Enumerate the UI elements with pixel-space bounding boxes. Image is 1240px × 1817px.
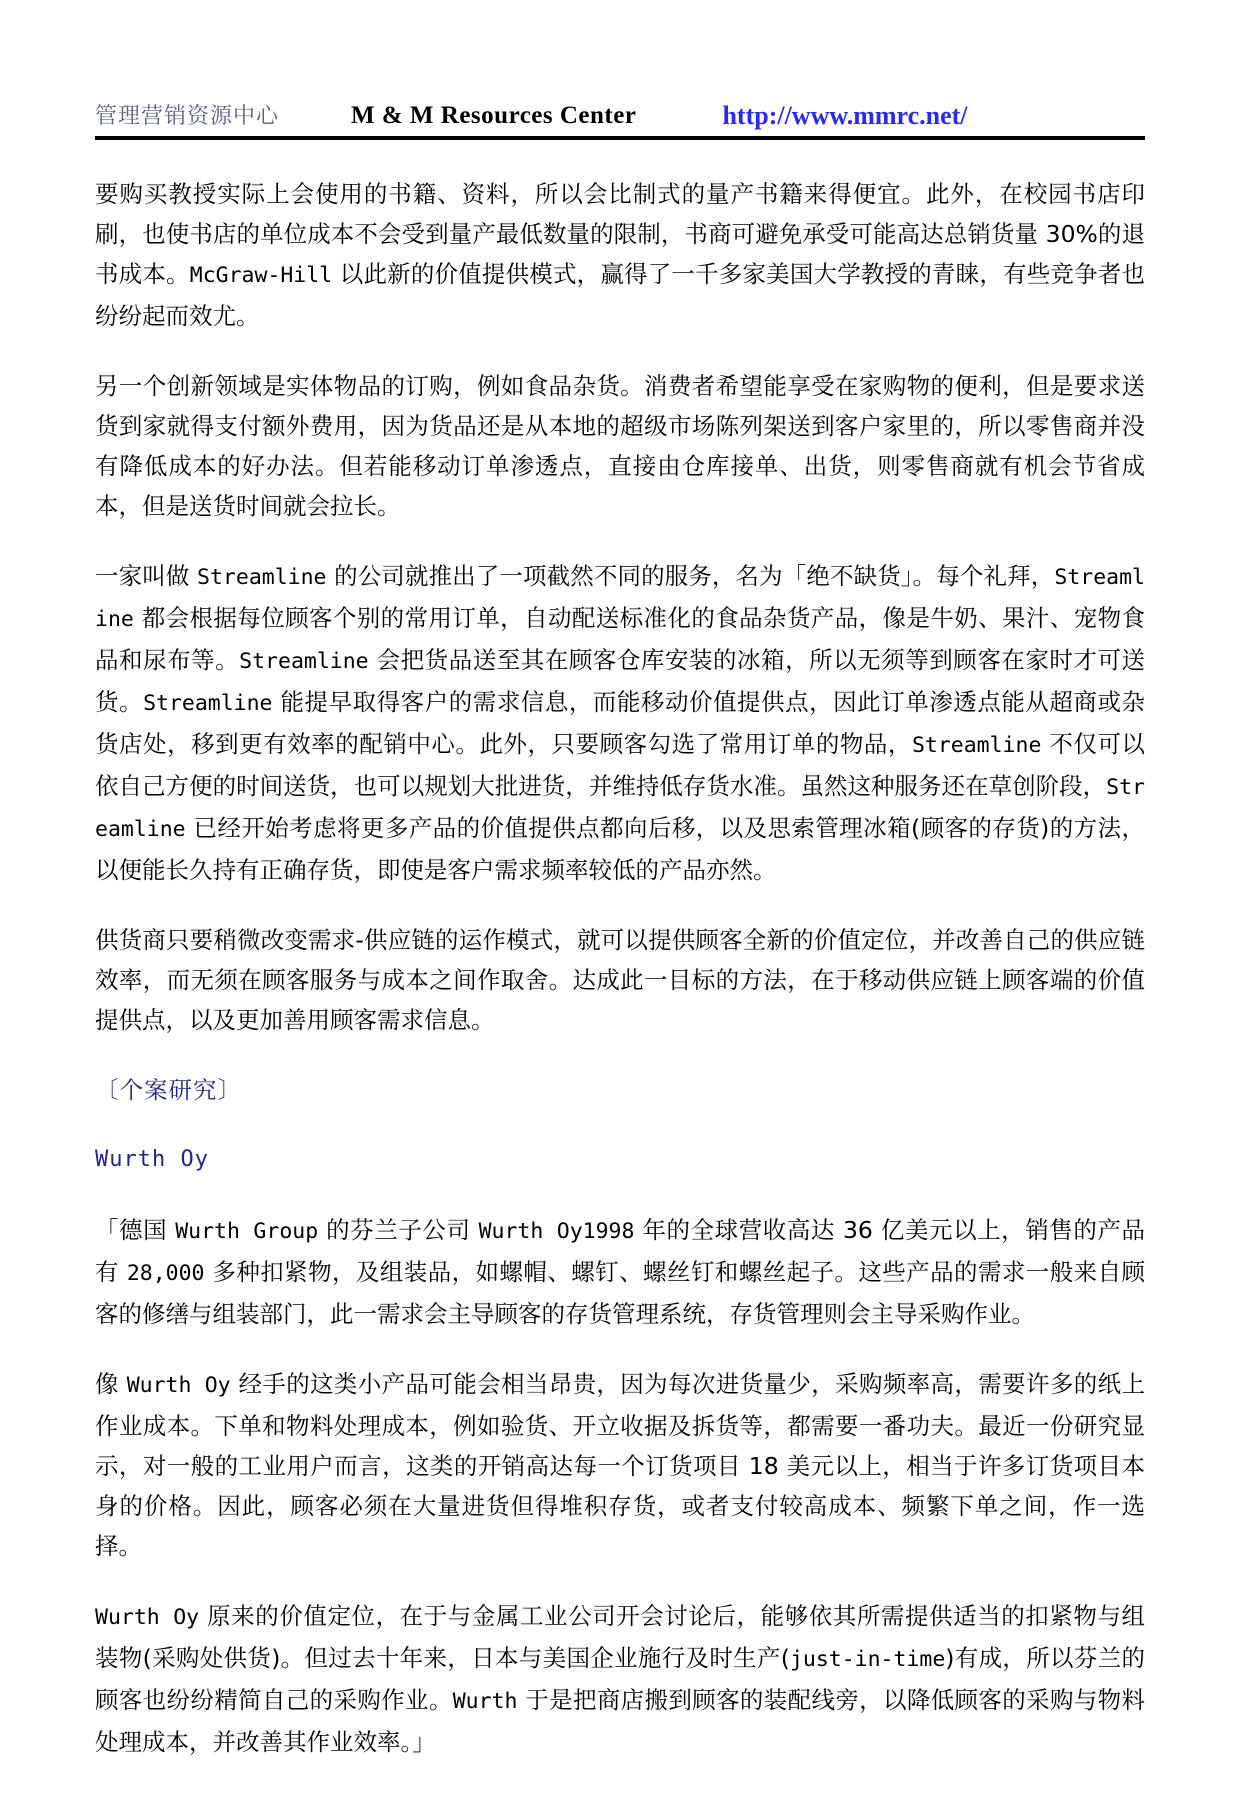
paragraph-wurth-cost <box>95 1364 1145 1566</box>
header-english-title: M & M Resources Center <box>351 102 637 129</box>
latin-run: Streamline <box>239 649 369 674</box>
paragraph-wurth-value <box>95 1596 1145 1762</box>
case-study-heading: 〔个案研究〕 <box>95 1076 242 1104</box>
cjk-run: 会把货品送至其在顾客仓库安装的冰箱，所以无须等到顾客在家时才可送货。 <box>95 646 1145 716</box>
paragraph-grocery <box>95 366 1145 526</box>
cjk-run: 多种扣紧物，及组装品，如螺帽、螺钉、螺丝钉和螺丝起子。这些产品的需求一般来自顾客的修缮与组装部门，此一需求会主导顾客的存货管理系统，存货管理则会主导采购作业。 <box>95 1258 1145 1328</box>
cjk-run: 都会根据每位顾客个别的常用订单，自动配送标准化的食品杂货产品，像是牛奶、果汁、宠物食品和尿布等。 <box>95 604 1145 674</box>
cjk-run: 供货商只要稍微改变需求-供应链的运作模式，就可以提供顾客全新的价值定位，并改善自己的供应链效率，而无须在顾客服务与成本之间作取舍。达成此一目标的方法，在于移动供应链上顾客端的价值提供点，以及更加善用顾客需求信息。 <box>95 926 1145 1034</box>
cjk-run: 一家叫做 <box>95 562 198 590</box>
cjk-run: 「德国 <box>95 1216 176 1244</box>
paragraph-wurth-intro <box>95 1210 1145 1334</box>
header-url-link[interactable]: http://www.mmrc.net/ <box>722 101 968 130</box>
cjk-run: 像 <box>95 1370 127 1398</box>
cjk-run: 的公司就推出了一项截然不同的服务，名为「绝不缺货」。每个礼拜， <box>326 562 1055 590</box>
paragraph-textbooks <box>95 174 1145 336</box>
latin-run: Streamline <box>197 565 327 590</box>
cjk-run: 要购买教授实际上会使用的书籍、资料，所以会比制式的量产书籍来得便宜。此外，在校园书店印刷，也使书店的单位成本不会受到量产最低数量的限制，书商可避免承受可能高达总销货量 30%的退书成本。 <box>95 180 1145 288</box>
document-body <box>95 174 1145 1762</box>
cjk-run: 原来的价值定位，在于与金属工业公司开会讨论后，能够依其所需提供适当的扣紧物与组装物(采购处供货)。但过去十年来，日本与美国企业施行及时生产( <box>95 1602 1146 1672</box>
latin-run: Streamline <box>911 733 1042 758</box>
cjk-run: 已经开始考虑将更多产品的价值提供点都向后移，以及思索管理冰箱(顾客的存货)的方法，以便能长久持有正确存货，即使是客户需求频率较低的产品亦然。 <box>95 814 1145 884</box>
latin-run: Wurth Oy <box>126 1373 231 1398</box>
latin-run: Wurth Oy <box>95 1605 200 1630</box>
cjk-run: 经手的这类小产品可能会相当昂贵，因为每次进货量少，采购频率高，需要许多的纸上作业成本。下单和物料处理成本，例如验货、开立收据及拆货等，都需要一番功夫。最近一份研究显示，对一般的工业用户而言，这类的开销高达每一个订货项目 18 美元以上，相当于许多订货项目本身的价格。因此，顾客必须在大量进货但得堆积存货，或者支付较高成本、频繁下单之间，作一选择。 <box>95 1370 1145 1560</box>
page-header <box>95 62 1145 132</box>
cjk-run: 能提早取得客户的需求信息，而能移动价值提供点，因此订单渗透点能从超商或杂货店处，移到更有效率的配销中心。此外，只要顾客勾选了常用订单的物品， <box>95 688 1145 758</box>
header-chinese-title: 管理营销资源中心 <box>95 104 280 129</box>
latin-run: Wurth <box>452 1689 518 1714</box>
cjk-run: 以此新的价值提供模式，赢得了一千多家美国大学教授的青睐，有些竞争者也纷纷起而效尤。 <box>95 260 1145 330</box>
paragraph-supplier <box>95 920 1145 1040</box>
latin-run: Streamline <box>95 775 1145 842</box>
latin-run: Wurth Oy1998 <box>478 1219 635 1244</box>
document-page <box>0 62 1240 1817</box>
case-subject-heading: Wurth Oy <box>95 1147 209 1172</box>
header-divider <box>95 136 1145 140</box>
latin-run: McGraw-Hill <box>189 263 333 288</box>
cjk-run: 年的全球营收高达 36 亿美元以上，销售的产品有 <box>95 1216 1145 1286</box>
cjk-run: 于是把商店搬到顾客的装配线旁，以降低顾客的采购与物料处理成本，并改善其作业效率。」 <box>95 1686 1145 1756</box>
latin-run: Wurth Group <box>175 1219 319 1244</box>
cjk-run: 不仅可以依自己方便的时间送货，也可以规划大批进货，并维持低存货水准。虽然这种服务还在草创阶段， <box>95 730 1145 800</box>
paragraph-streamline <box>95 556 1145 890</box>
latin-run: Streamline <box>95 565 1145 632</box>
cjk-run: 的芬兰子公司 <box>318 1216 479 1244</box>
cjk-run: 另一个创新领域是实体物品的订购，例如食品杂货。消费者希望能享受在家购物的便利，但是要求送货到家就得支付额外费用，因为货品还是从本地的超级市场陈列架送到客户家里的，所以零售商并没有降低成本的好办法。但若能移动订单渗透点，直接由仓库接单、出货，则零售商就有机会节省成本，但是送货时间就会拉长。 <box>95 372 1145 520</box>
cjk-run: )有成，所以芬兰的顾客也纷纷精简自己的采购作业。 <box>95 1644 1145 1714</box>
latin-run: Streamline <box>143 691 273 716</box>
latin-run: just-in-time <box>789 1647 946 1672</box>
latin-run: 28,000 <box>126 1261 205 1286</box>
